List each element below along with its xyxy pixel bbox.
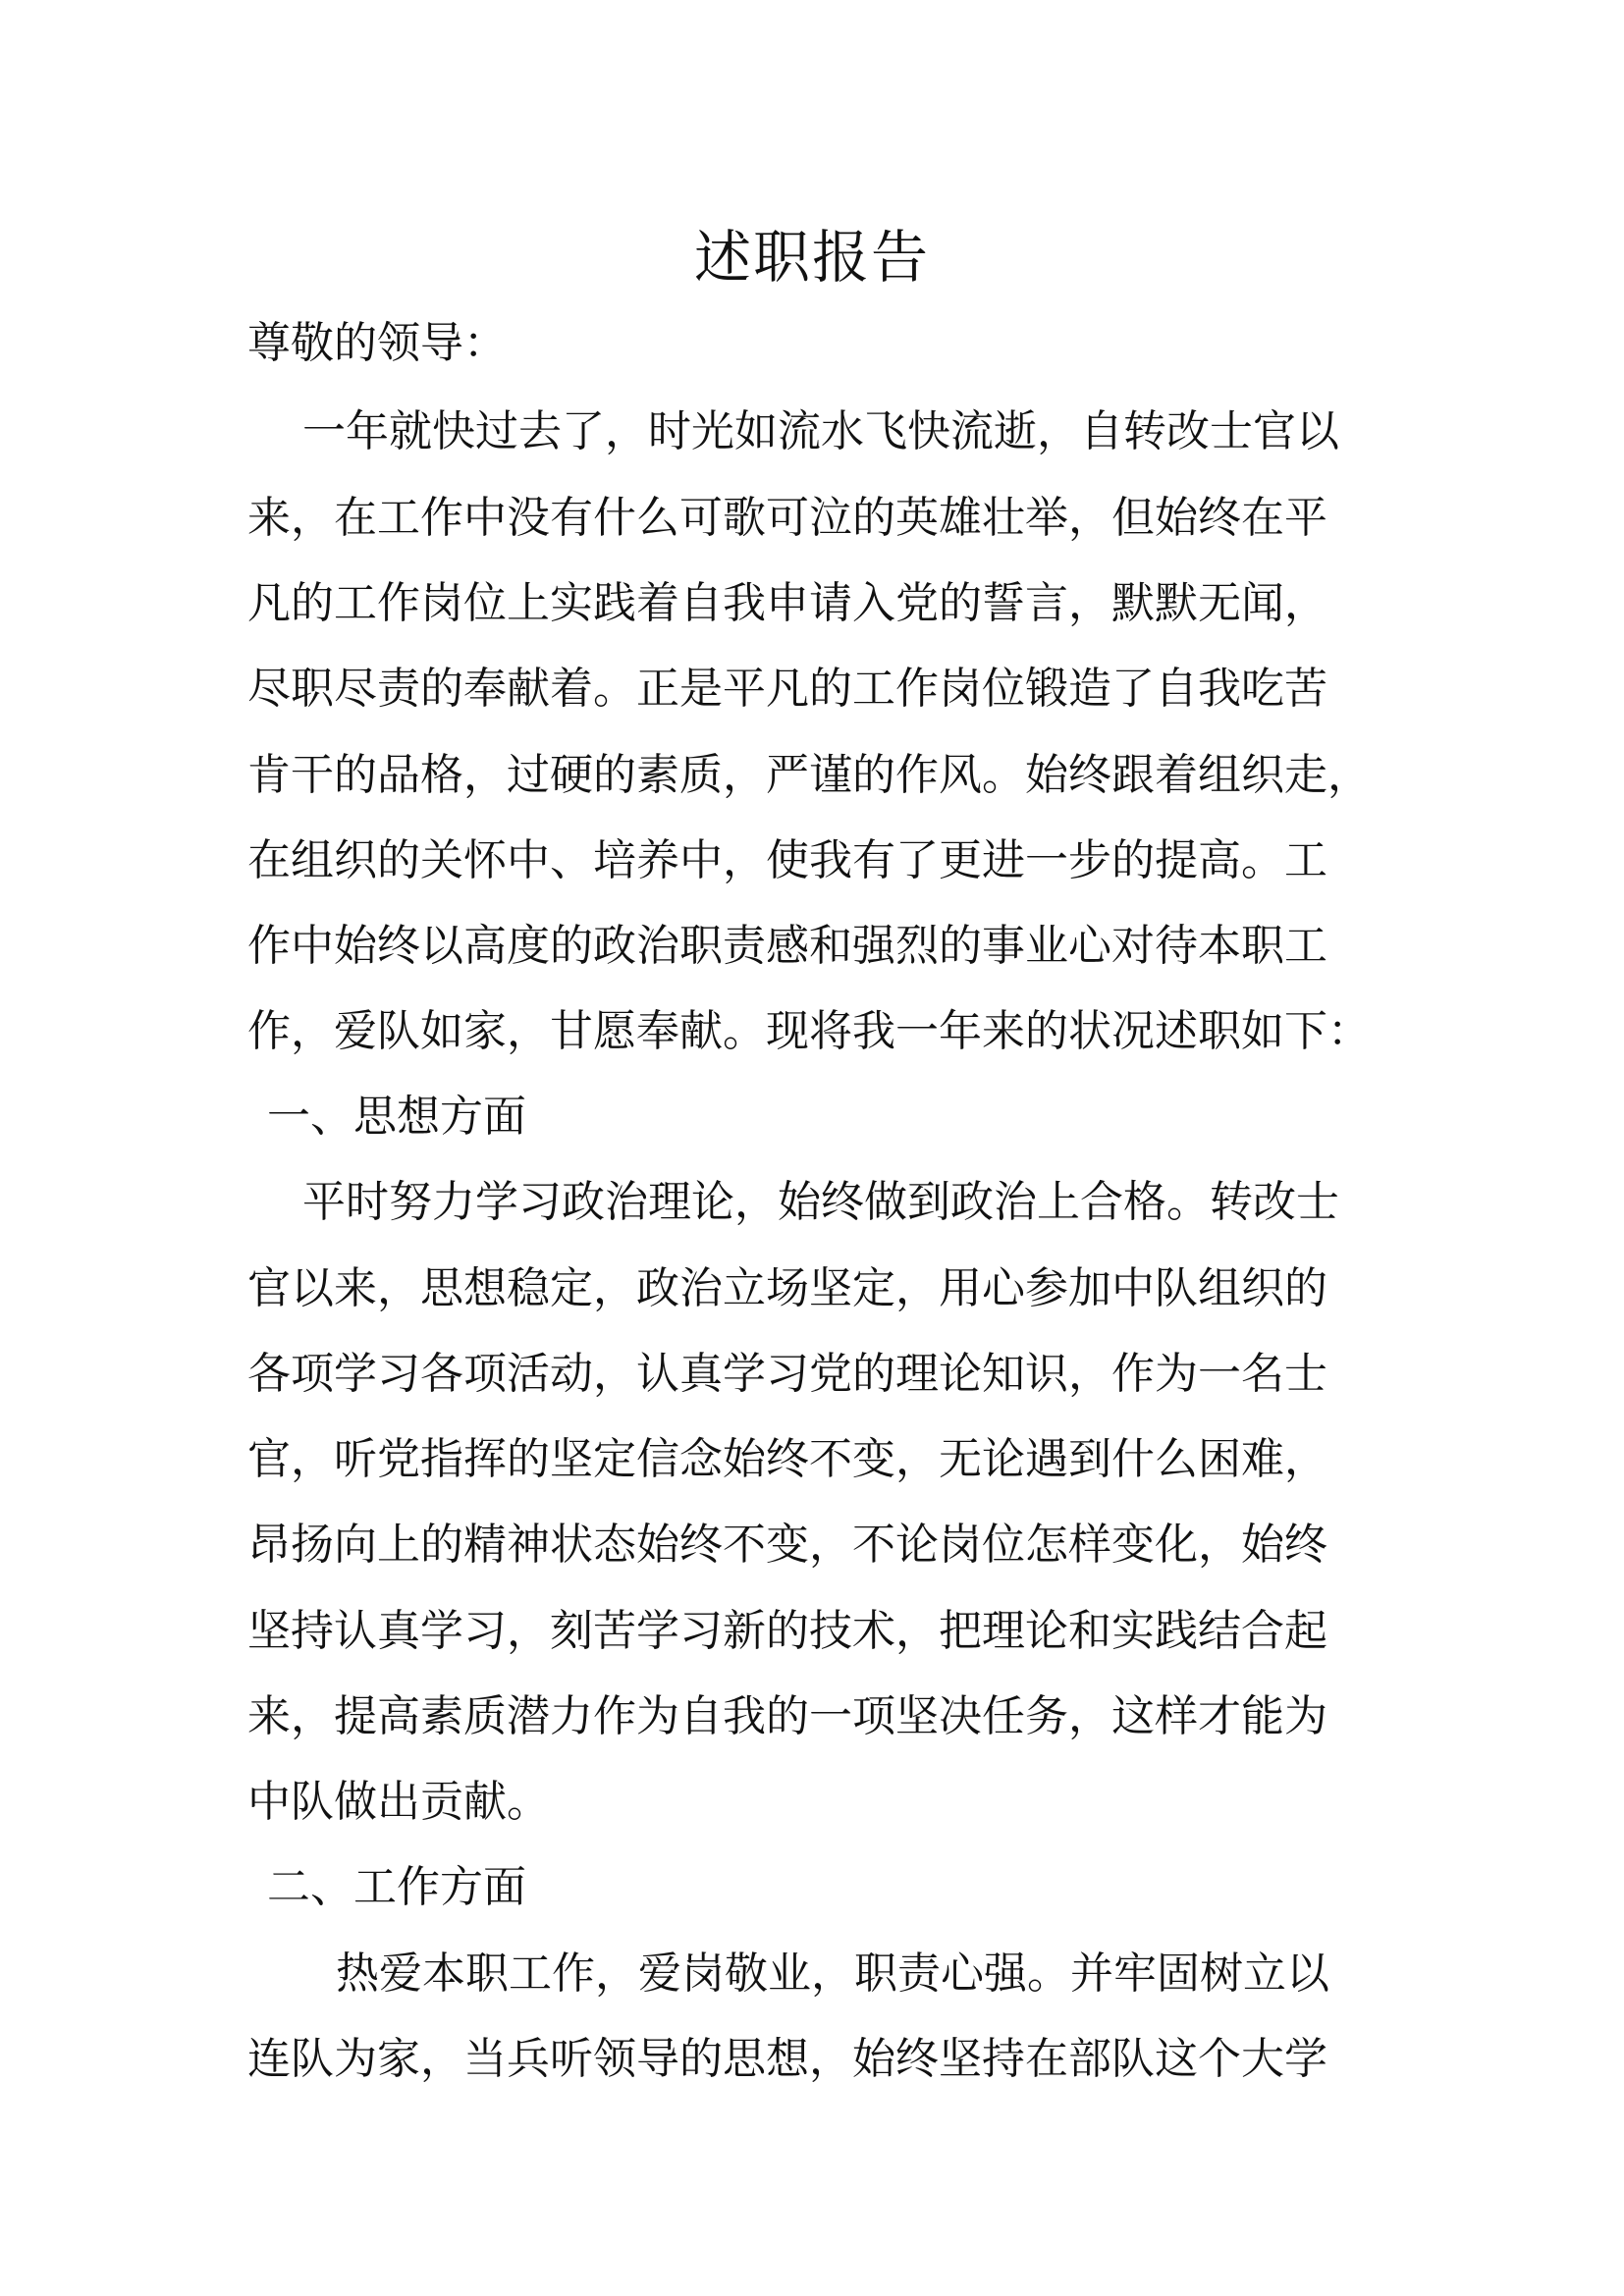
section1-line: 来，提高素质潜力作为自我的一项坚决任务，这样才能为 xyxy=(247,1691,1327,1741)
section1-line: 官，听党指挥的坚定信念始终不变，无论遇到什么困难， xyxy=(247,1434,1327,1484)
intro-line: 凡的工作岗位上实践着自我申请入党的誓言，默默无闻， xyxy=(247,578,1327,628)
intro-line: 尽职尽责的奉献着。正是平凡的工作岗位锻造了自我吃苦 xyxy=(247,664,1327,714)
section-heading-thought: 一、思想方面 xyxy=(267,1092,526,1142)
section2-line: 连队为家，当兵听领导的思想，始终坚持在部队这个大学 xyxy=(247,2034,1327,2084)
section2-line: 热爱本职工作，爱岗敬业，职责心强。并牢固树立以 xyxy=(336,1949,1329,1999)
section1-line: 坚持认真学习，刻苦学习新的技术，把理论和实践结合起 xyxy=(247,1606,1327,1656)
section1-line: 平时努力学习政治理论，始终做到政治上合格。转改士 xyxy=(302,1177,1339,1227)
intro-line: 来，在工作中没有什么可歌可泣的英雄壮举，但始终在平 xyxy=(247,493,1327,543)
intro-line: 在组织的关怀中、培养中，使我有了更进一步的提高。工 xyxy=(247,835,1327,885)
section1-line: 官以来，思想稳定，政治立场坚定，用心参加中队组织的 xyxy=(247,1263,1327,1313)
intro-line: 一年就快过去了，时光如流水飞快流逝，自转改士官以 xyxy=(302,406,1339,456)
intro-line: 作中始终以高度的政治职责感和强烈的事业心对待本职工 xyxy=(247,921,1327,971)
intro-line: 肯干的品格，过硬的素质，严谨的作风。始终跟着组织走， xyxy=(247,750,1371,800)
document-title: 述职报告 xyxy=(693,224,930,291)
section-heading-work: 二、工作方面 xyxy=(267,1862,526,1912)
intro-line: 作，爱队如家，甘愿奉献。现将我一年来的状况述职如下： xyxy=(247,1006,1371,1056)
salutation: 尊敬的领导： xyxy=(247,318,507,368)
section1-line: 中队做出贡献。 xyxy=(247,1777,550,1827)
section1-line: 昂扬向上的精神状态始终不变，不论岗位怎样变化，始终 xyxy=(247,1520,1327,1570)
section1-line: 各项学习各项活动，认真学习党的理论知识，作为一名士 xyxy=(247,1349,1327,1399)
